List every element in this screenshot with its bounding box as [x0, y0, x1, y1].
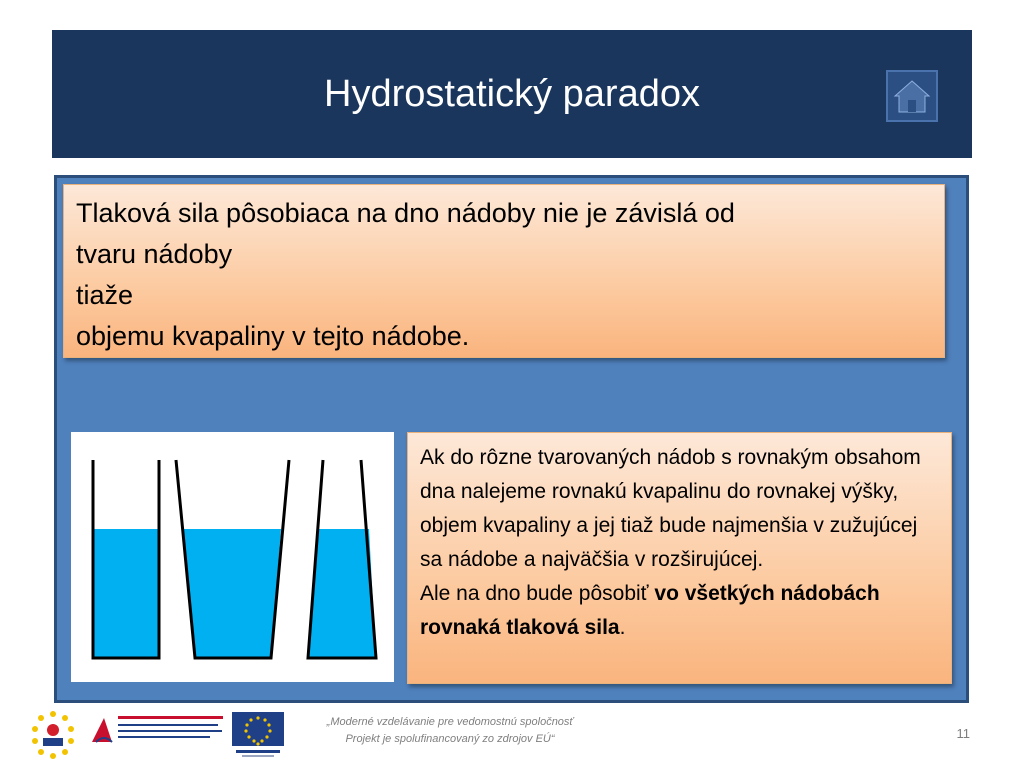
explanation-conclusion-prefix: Ale na dno bude pôsobiť: [420, 582, 655, 605]
statement-callout: [63, 184, 945, 358]
statement-line-3: tiaže: [76, 280, 134, 310]
explanation-callout: [407, 432, 952, 684]
vessels-illustration: [71, 432, 394, 682]
footer-project-text: [300, 714, 600, 748]
explanation-conclusion-bold: vo všetkých nádobách rovnaká tlaková sila: [420, 582, 880, 639]
statement-line-4: objemu kvapaliny v tejto nádobe.: [76, 321, 470, 351]
slide-title: Hydrostatický paradox: [324, 73, 700, 115]
home-button[interactable]: [886, 70, 938, 122]
statement-line-2: tvaru nádoby: [76, 239, 233, 269]
slide-header: [52, 30, 972, 158]
statement-line-1: Tlaková sila pôsobiaca na dno nádoby nie je závislá od: [76, 198, 735, 228]
vessel-straight: [93, 460, 159, 658]
agentura-logo: [90, 712, 225, 748]
vessel-narrowing: [308, 460, 376, 658]
home-icon: [892, 76, 932, 116]
eu-flag-logo: [232, 712, 284, 758]
operacny-program-logo: [28, 708, 78, 760]
explanation-body: Ak do rôzne tvarovaných nádob s rovnakým obsahom dna nalejeme rovnakú kvapalinu do rovnakej výšky, objem kvapaliny a jej tiaž bude najmenšia v zužujúcej sa nádobe a najväčšia v rozširujúcej.: [420, 446, 921, 571]
explanation-text: [420, 441, 939, 645]
page-number: 11: [956, 726, 970, 741]
vessel-widening: [176, 460, 289, 658]
footer-line-2: Projekt je spolufinancovaný zo zdrojov EÚ“: [345, 733, 555, 745]
footer-line-1: „Moderné vzdelávanie pre vedomostnú spoločnosť: [326, 716, 574, 728]
explanation-conclusion-suffix: .: [619, 616, 626, 639]
vessels-diagram: [71, 432, 394, 682]
